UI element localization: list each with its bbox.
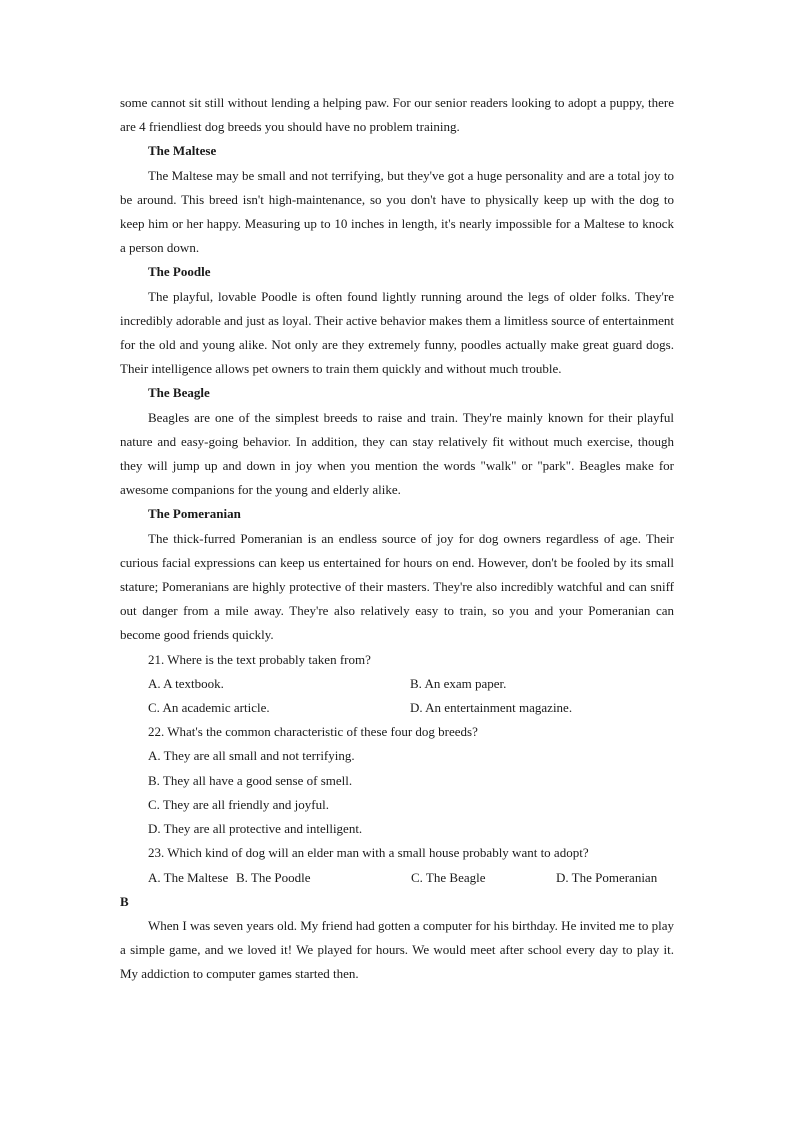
- question-21-option-d: D. An entertainment magazine.: [410, 700, 573, 716]
- breed-paragraph-beagle: Beagles are one of the simplest breeds to raise and train. They're mainly known for their playful nature and easy-going behavior. In addition, they can stay relatively fit without much exercise, though they will jump up and down in joy when you mention the words "walk" or "park". Beagles make for awesome companions for the young and elderly alike.: [120, 409, 674, 498]
- breed-paragraph-poodle: The playful, lovable Poodle is often found lightly running around the legs of older folks. They're incredibly adorable and just as loyal. Their active behavior makes them a limitless source of entertainment for the old and young alike. Not only are they extremely funny, poodles actually make great guard dogs. Their intelligence allows pet owners to train them quickly and without much trouble.: [120, 288, 674, 377]
- question-23-option-b: B. The Poodle: [236, 869, 311, 885]
- question-21-option-a: A. A textbook.: [148, 675, 224, 691]
- question-22-option-a: A. They are all small and not terrifying.: [148, 748, 355, 764]
- question-23-option-a: A. The Maltese: [148, 869, 229, 885]
- passage-a-intro: some cannot sit still without lending a helping paw. For our senior readers looking to adopt a puppy, there are 4 friendliest dog breeds you should have no problem training.: [120, 95, 674, 135]
- question-22-option-c: C. They are all friendly and joyful.: [148, 796, 329, 812]
- breed-heading-pomeranian: The Pomeranian: [148, 506, 241, 522]
- question-22-option-b: B. They all have a good sense of smell.: [148, 772, 353, 788]
- question-23-option-d: D. The Pomeranian: [556, 869, 658, 885]
- question-23-stem: 23. Which kind of dog will an elder man with a small house probably want to adopt?: [148, 845, 589, 861]
- breed-heading-poodle: The Poodle: [148, 264, 211, 280]
- breed-heading-beagle: The Beagle: [148, 385, 210, 401]
- question-21-option-b: B. An exam paper.: [410, 675, 507, 691]
- question-21-options-row-2: [120, 696, 674, 720]
- breed-heading-maltese: The Maltese: [148, 143, 217, 159]
- section-b-heading: B: [120, 893, 129, 909]
- question-21-options-row-1: [120, 672, 674, 696]
- breed-paragraph-pomeranian: The thick-furred Pomeranian is an endless source of joy for dog owners regardless of age. Their curious facial expressions can keep us entertained for hours on end. However, don't be fooled by its small stature; Pomeranians are highly protective of their masters. They're also incredibly watchful and can sniff out danger from a mile away. They're also relatively easy to train, so you and your Pomeranian can become good friends quickly.: [120, 530, 674, 643]
- breed-paragraph-maltese: The Maltese may be small and not terrifying, but they've got a huge personality and are a total joy to be around. This breed isn't high-maintenance, so you don't have to physically keep up with the dog to keep him or her happy. Measuring up to 10 inches in length, it's nearly impossible for a Maltese to knock a person down.: [120, 167, 674, 256]
- question-21-option-c: C. An academic article.: [148, 700, 270, 716]
- passage-b-paragraph: When I was seven years old. My friend had gotten a computer for his birthday. He invited me to play a simple game, and we loved it! We played for hours. We would meet after school every day to play it. My addiction to computer games started then.: [120, 917, 674, 982]
- page-content: [120, 91, 674, 987]
- question-22-option-d: D. They are all protective and intelligent.: [148, 821, 363, 837]
- question-22-stem: 22. What's the common characteristic of these four dog breeds?: [148, 724, 478, 740]
- question-23-options: [120, 866, 674, 890]
- question-23-option-c: C. The Beagle: [411, 869, 486, 885]
- question-21-stem: 21. Where is the text probably taken from?: [148, 651, 371, 667]
